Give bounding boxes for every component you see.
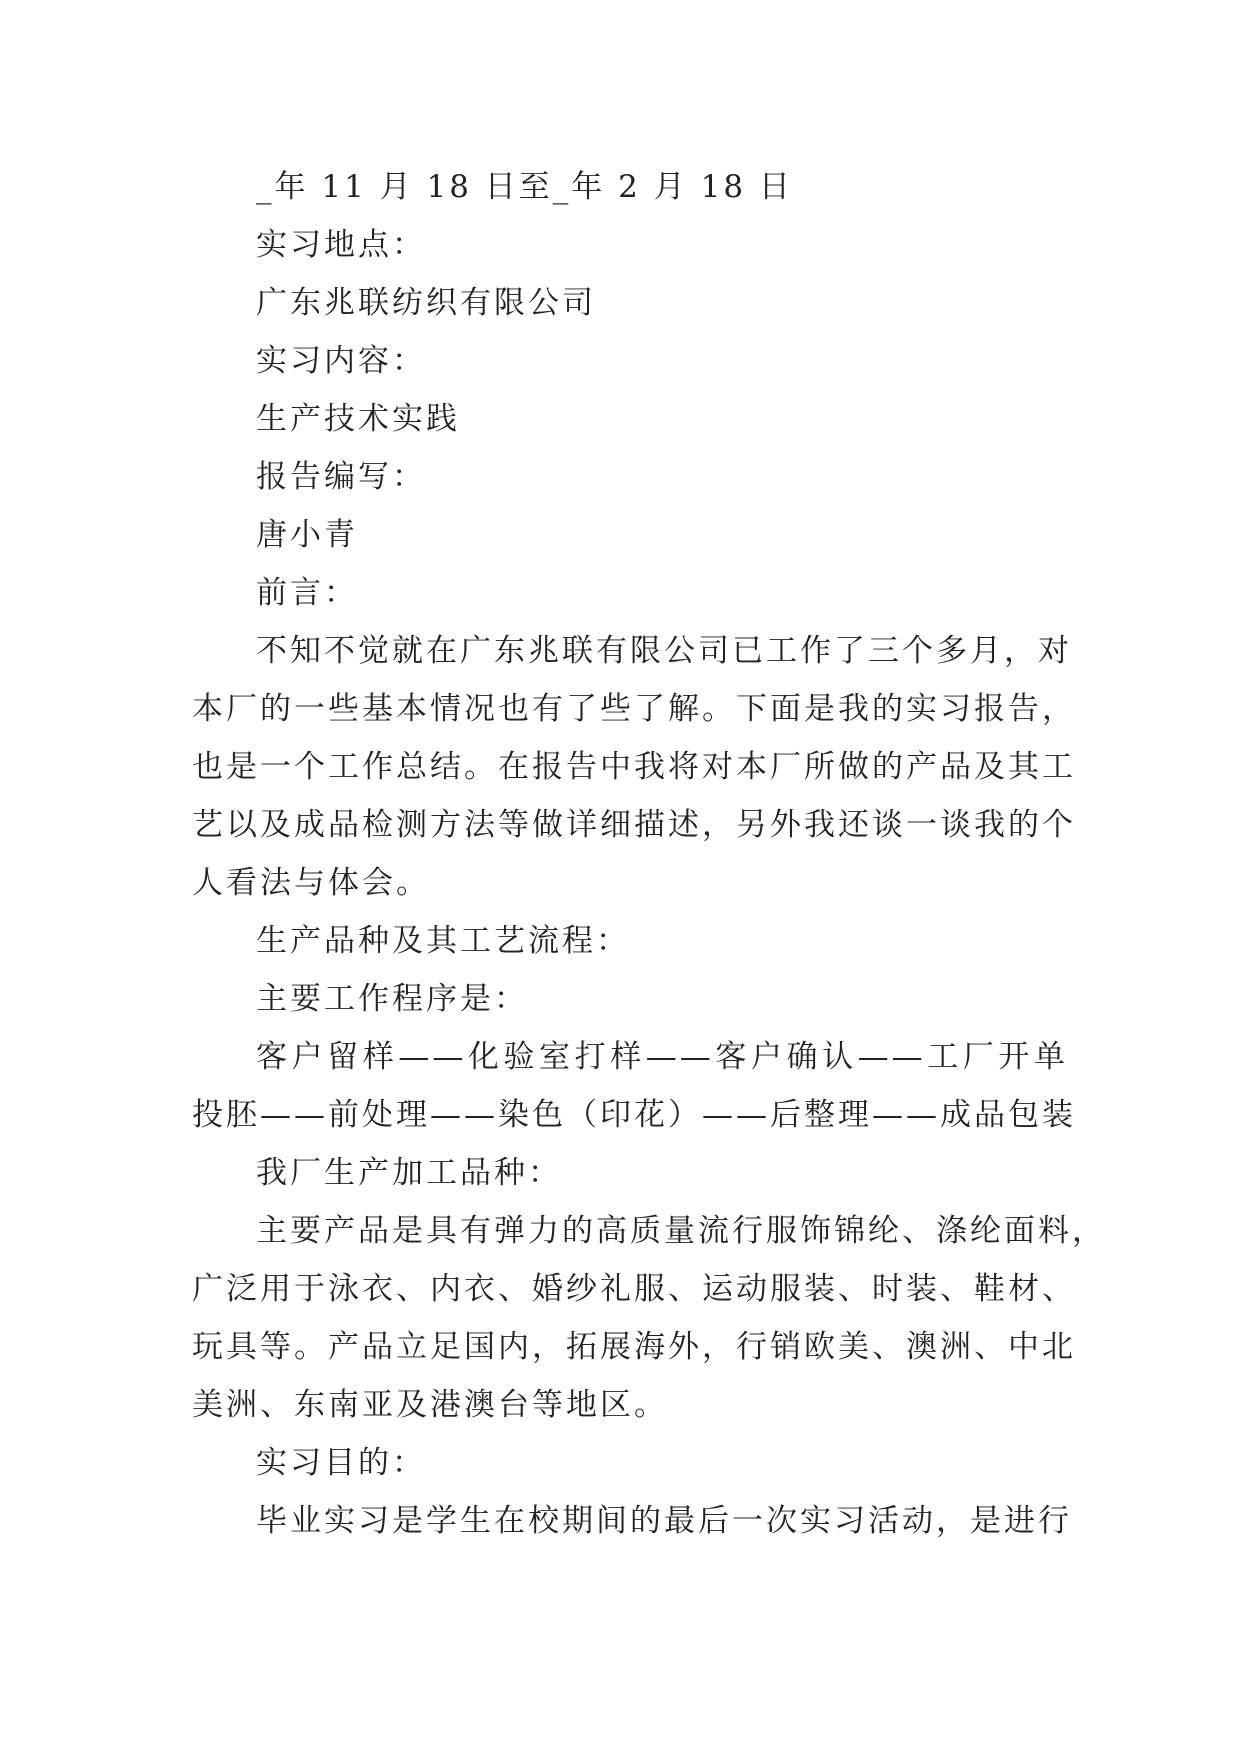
procedure-line: 客户留样——化验室打样——客户确认——工厂开单 [256,1039,1068,1075]
varieties-line: 主要产品是具有弹力的高质量流行服饰锦纶、涤纶面料， [256,1213,1106,1249]
varieties-line: 广泛用于泳衣、内衣、婚纱礼服、运动服装、时装、鞋材、 [192,1271,1076,1307]
preface-heading: 前言： [256,575,358,611]
purpose-line: 毕业实习是学生在校期间的最后一次实习活动，是进行 [256,1503,1072,1539]
purpose-heading: 实习目的： [256,1445,426,1481]
procedure-line: 投胚——前处理——染色（印花）——后整理——成品包装 [192,1097,1076,1133]
internship-period: _年 11 月 18 日至_年 2 月 18 日 [256,169,793,205]
products-heading: 生产品种及其工艺流程： [256,923,630,959]
preface-line: 人看法与体会。 [192,865,430,901]
varieties-heading: 我厂生产加工品种： [256,1155,562,1191]
preface-line: 本厂的一些基本情况也有了些了解。下面是我的实习报告， [192,691,1076,727]
author-label: 报告编写： [256,459,426,495]
varieties-line: 玩具等。产品立足国内，拓展海外，行销欧美、澳洲、中北 [192,1329,1076,1365]
preface-line: 艺以及成品检测方法等做详细描述，另外我还谈一谈我的个 [192,807,1076,843]
content-value: 生产技术实践 [256,401,460,437]
author-value: 唐小青 [256,517,358,553]
document-body [192,158,1106,1550]
location-value: 广东兆联纺织有限公司 [256,285,596,321]
location-label: 实习地点： [256,227,426,263]
content-label: 实习内容： [256,343,426,379]
procedure-heading: 主要工作程序是： [256,981,528,1017]
preface-line: 也是一个工作总结。在报告中我将对本厂所做的产品及其工 [192,749,1076,785]
varieties-line: 美洲、东南亚及港澳台等地区。 [192,1387,668,1423]
preface-line: 不知不觉就在广东兆联有限公司已工作了三个多月，对 [256,633,1072,669]
